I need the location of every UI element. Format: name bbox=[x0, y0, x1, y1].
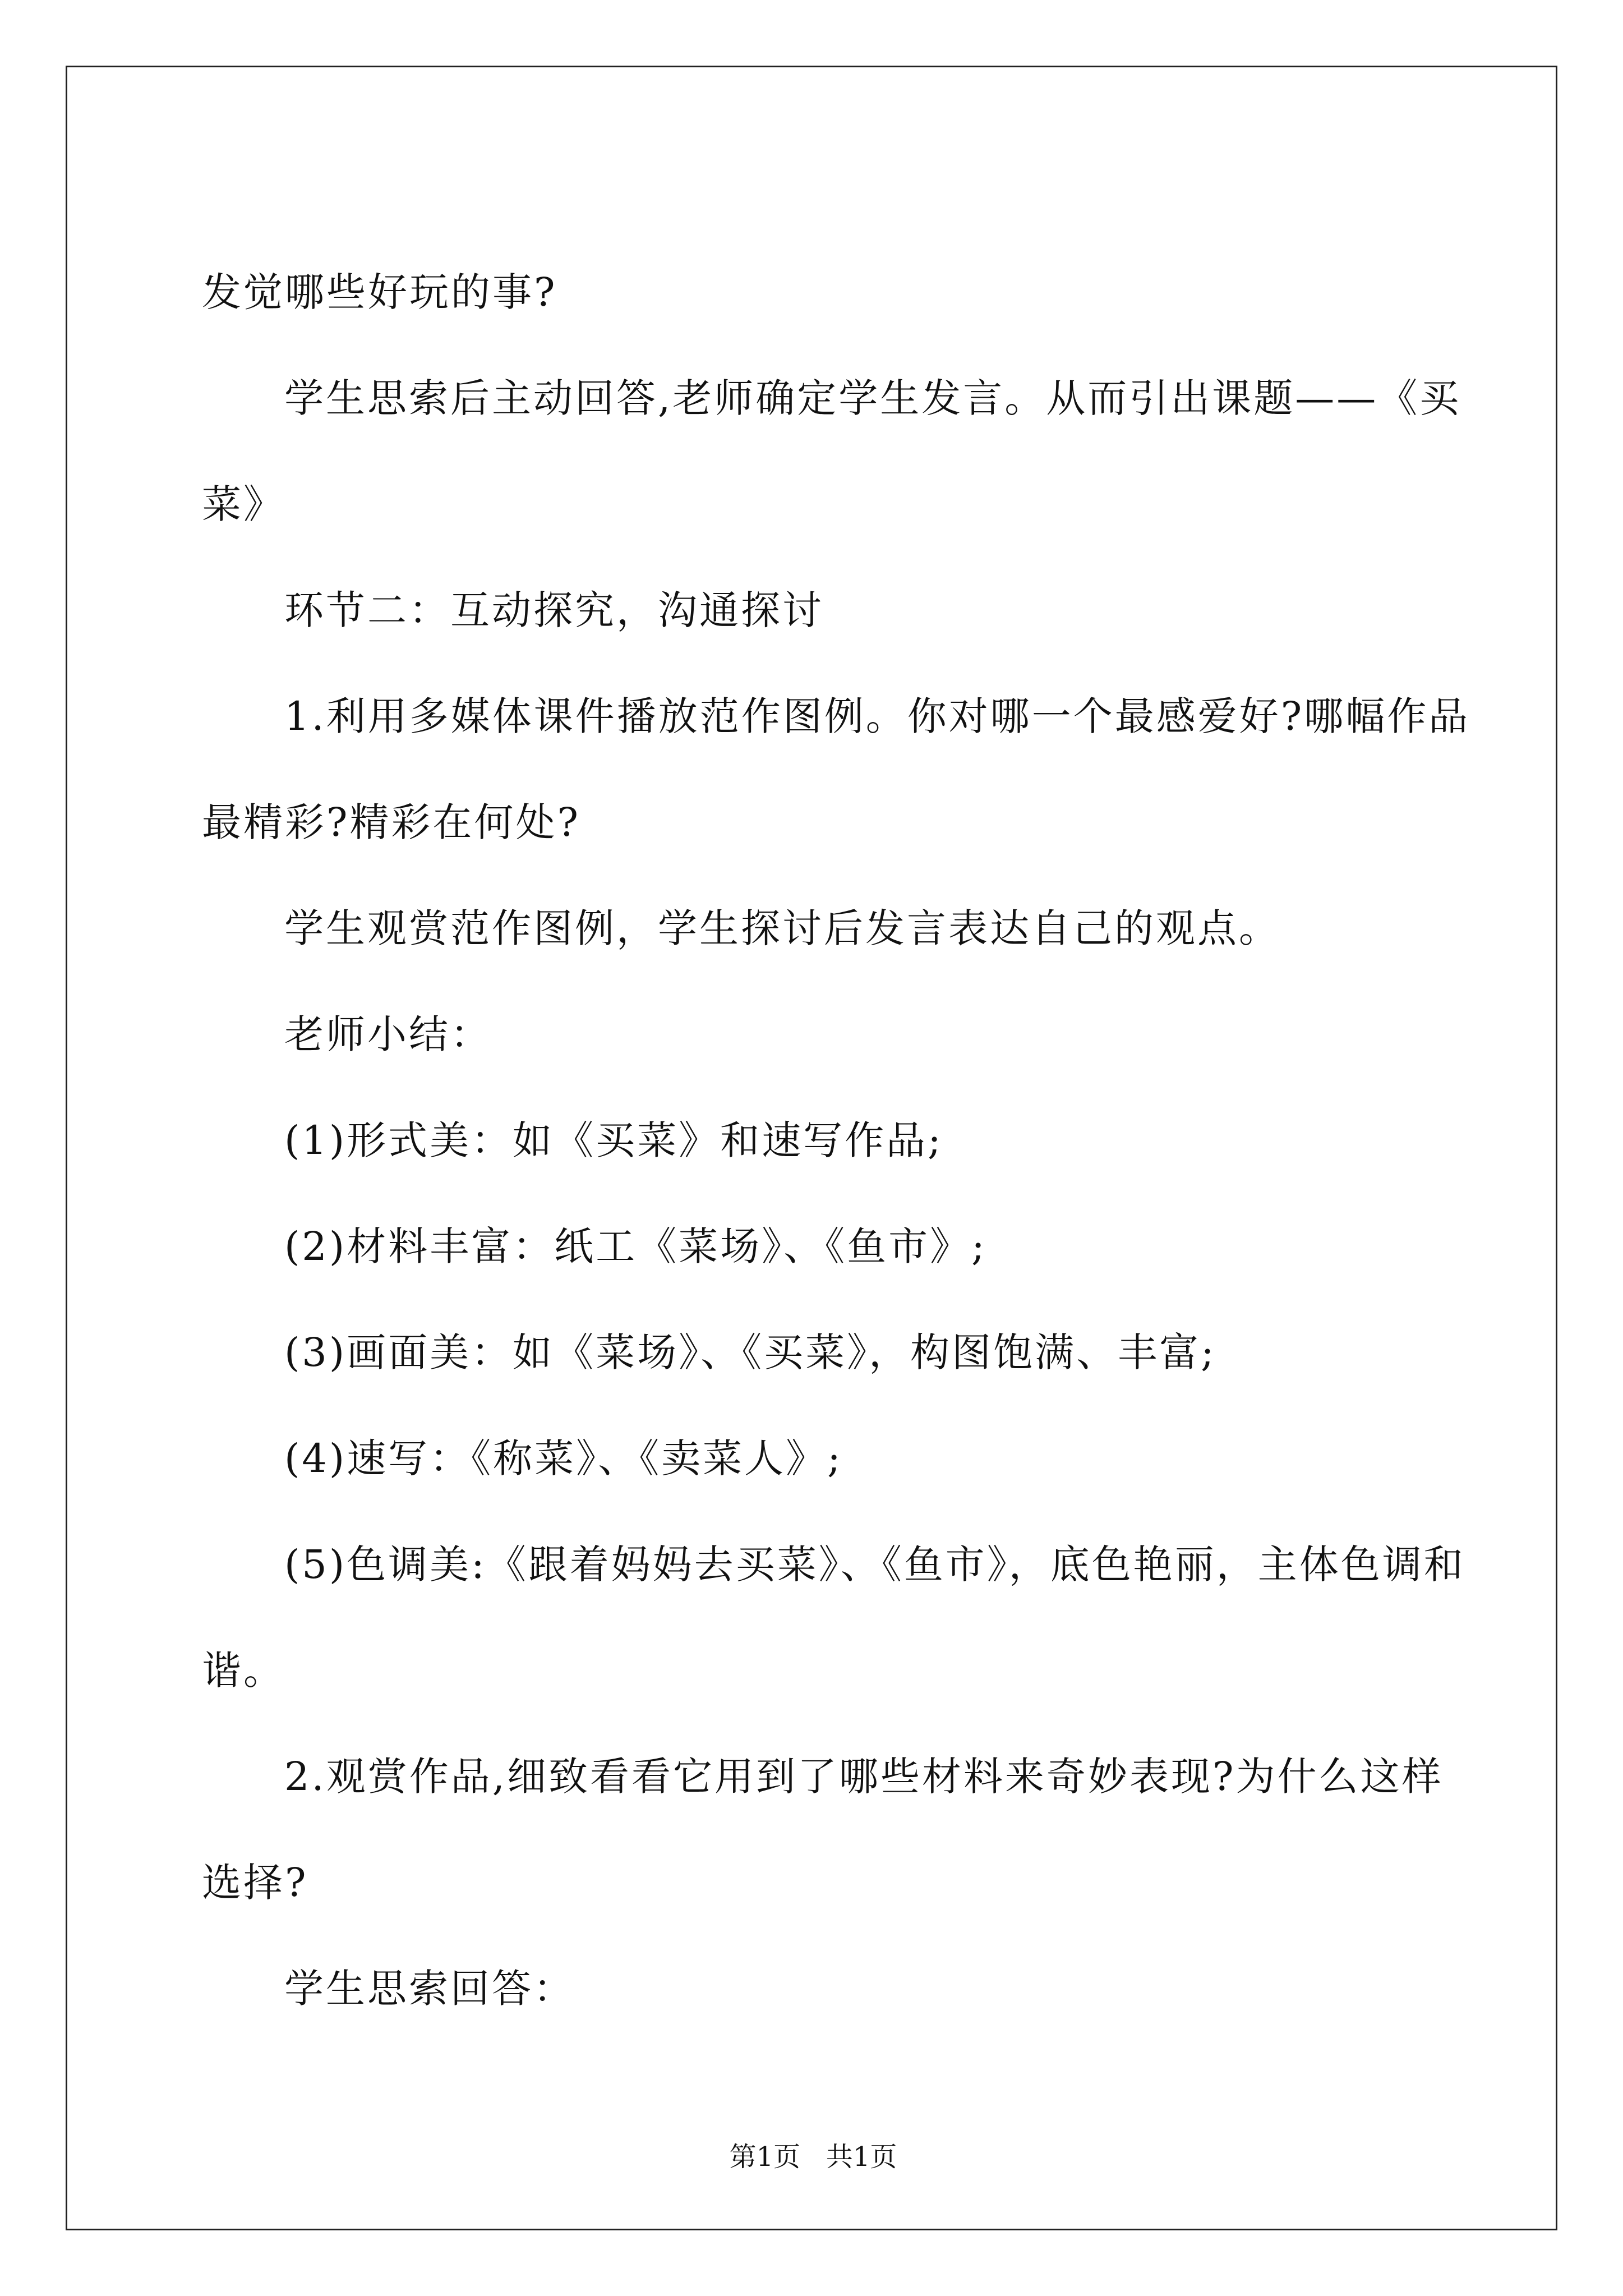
section-heading: 环节二：互动探究，沟通探讨 bbox=[284, 587, 824, 633]
text-line-16: 选择? bbox=[202, 1860, 308, 1906]
list-item-4: (4)速写：《称菜》、《卖菜人》; bbox=[284, 1435, 843, 1481]
text-line-17: 学生思索回答： bbox=[284, 1966, 575, 2012]
text-line-3: 菜》 bbox=[202, 481, 285, 527]
list-item-2: (2)材料丰富：纸工《菜场》、《鱼市》; bbox=[284, 1223, 987, 1269]
text-line-15: 2.观赏作品,细致看看它用到了哪些材料来奇妙表现?为什么这样 bbox=[284, 1754, 1444, 1800]
text-line-7: 学生观赏范作图例，学生探讨后发言表达自己的观点。 bbox=[284, 905, 1280, 951]
page-footer: 第1页 共1页 bbox=[729, 2141, 897, 2173]
list-item-5: (5)色调美:《跟着妈妈去买菜》、《鱼市》，底色艳丽，主体色调和 bbox=[284, 1542, 1465, 1588]
list-item-1: (1)形式美：如《买菜》和速写作品; bbox=[284, 1117, 943, 1163]
text-line-5: 1.利用多媒体课件播放范作图例。你对哪一个最感爱好?哪幅作品 bbox=[284, 693, 1470, 739]
list-item-3: (3)画面美：如《菜场》、《买菜》，构图饱满、丰富; bbox=[284, 1329, 1216, 1375]
text-line-8: 老师小结： bbox=[284, 1011, 492, 1057]
text-line-6: 最精彩?精彩在何处? bbox=[202, 799, 581, 845]
page-frame bbox=[66, 66, 1557, 2230]
text-line-14: 谐。 bbox=[202, 1648, 285, 1694]
text-line-1: 发觉哪些好玩的事? bbox=[202, 269, 557, 315]
text-line-2: 学生思索后主动回答,老师确定学生发言。从而引出课题——《买 bbox=[284, 375, 1461, 421]
